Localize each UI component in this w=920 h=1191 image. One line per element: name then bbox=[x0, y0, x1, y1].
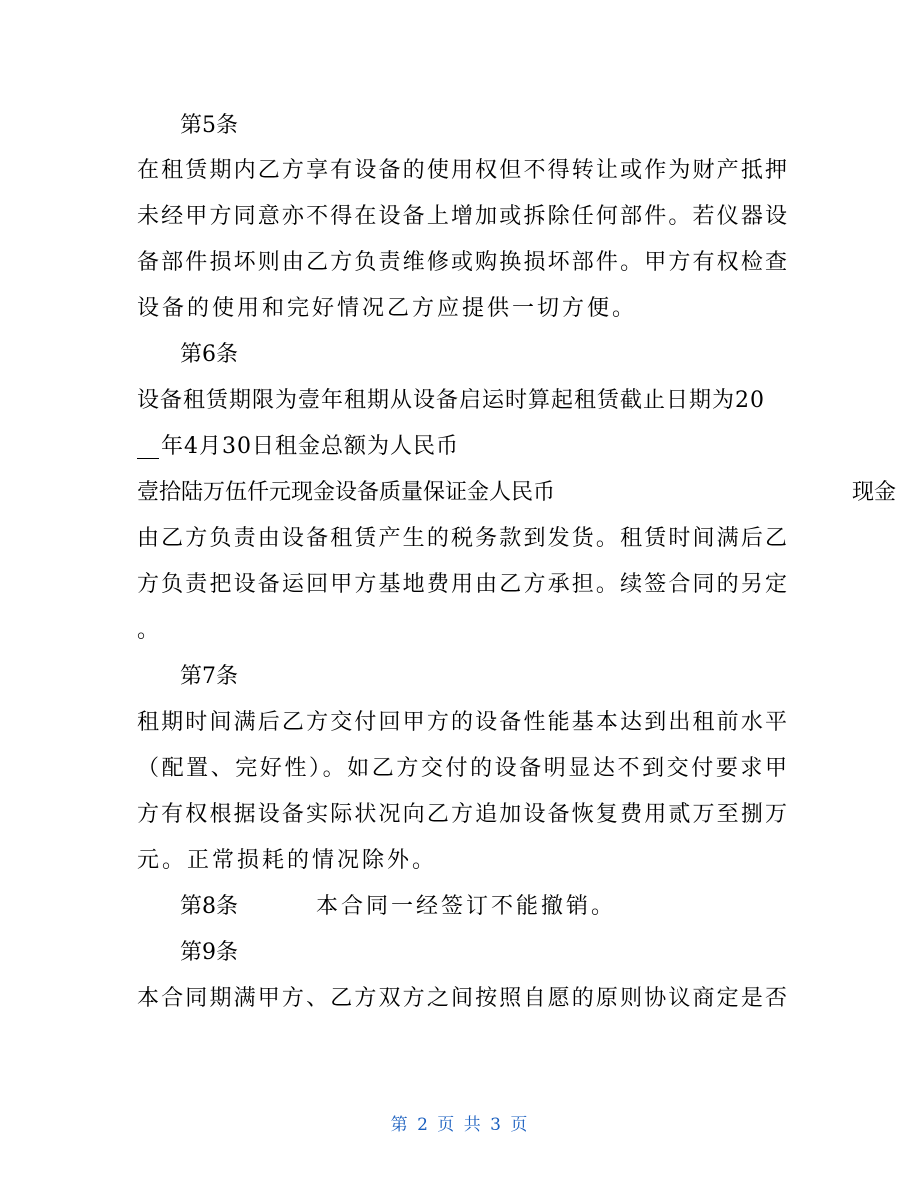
article-6-line-4: 由乙方负责由设备租赁产生的税务款到发货。租赁时间满后乙 bbox=[137, 526, 787, 551]
article-6-line-2-text: 年4月30日租金总额为人民币 bbox=[161, 434, 459, 459]
article-9-line-1: 本合同期满甲方、乙方双方之间按照自愿的原则协议商定是否 bbox=[137, 986, 787, 1011]
article-7-line-4: 元。正常损耗的情况除外。 bbox=[137, 848, 438, 873]
article-6-line-3 bbox=[137, 479, 897, 507]
article-6-line-2 bbox=[137, 433, 787, 461]
page-number-footer: 第 2 页 共 3 页 bbox=[390, 1115, 530, 1135]
article-5-heading: 第5条 bbox=[180, 113, 238, 138]
article-7-line-1: 租期时间满后乙方交付回甲方的设备性能基本达到出租前水平 bbox=[137, 710, 787, 735]
article-5-line-2: 未经甲方同意亦不得在设备上增加或拆除任何部件。若仪器设 bbox=[137, 204, 787, 229]
article-6-cash-label: 现金 bbox=[852, 480, 897, 505]
date-blank-underline bbox=[137, 436, 159, 459]
article-7-line-2: （配置、完好性）。如乙方交付的设备明显达不到交付要求甲 bbox=[137, 756, 787, 781]
article-9-heading: 第9条 bbox=[180, 940, 238, 965]
article-6-line-6: 。 bbox=[137, 618, 163, 643]
article-8-line bbox=[180, 893, 780, 921]
article-8-text: 本合同一经签订不能撤销。 bbox=[316, 894, 617, 919]
article-6-heading: 第6条 bbox=[180, 342, 238, 367]
article-7-heading: 第7条 bbox=[180, 664, 238, 689]
article-8-heading: 第8条 bbox=[180, 894, 238, 919]
article-6-line-1: 设备租赁期限为壹年租期从设备启运时算起租赁截止日期为20 bbox=[137, 388, 765, 413]
article-6-line-3-text: 壹拾陆万伍仟元现金设备质量保证金人民币 bbox=[137, 480, 556, 505]
article-7-line-3: 方有权根据设备实际状况向乙方追加设备恢复费用贰万至捌万 bbox=[137, 802, 787, 827]
article-5-line-3: 备部件损坏则由乙方负责维修或购换损坏部件。甲方有权检查 bbox=[137, 250, 787, 275]
article-6-line-5: 方负责把设备运回甲方基地费用由乙方承担。续签合同的另定 bbox=[137, 572, 787, 597]
article-5-line-4: 设备的使用和完好情况乙方应提供一切方便。 bbox=[137, 296, 638, 321]
article-5-line-1: 在租赁期内乙方享有设备的使用权但不得转让或作为财产抵押 bbox=[137, 158, 787, 183]
